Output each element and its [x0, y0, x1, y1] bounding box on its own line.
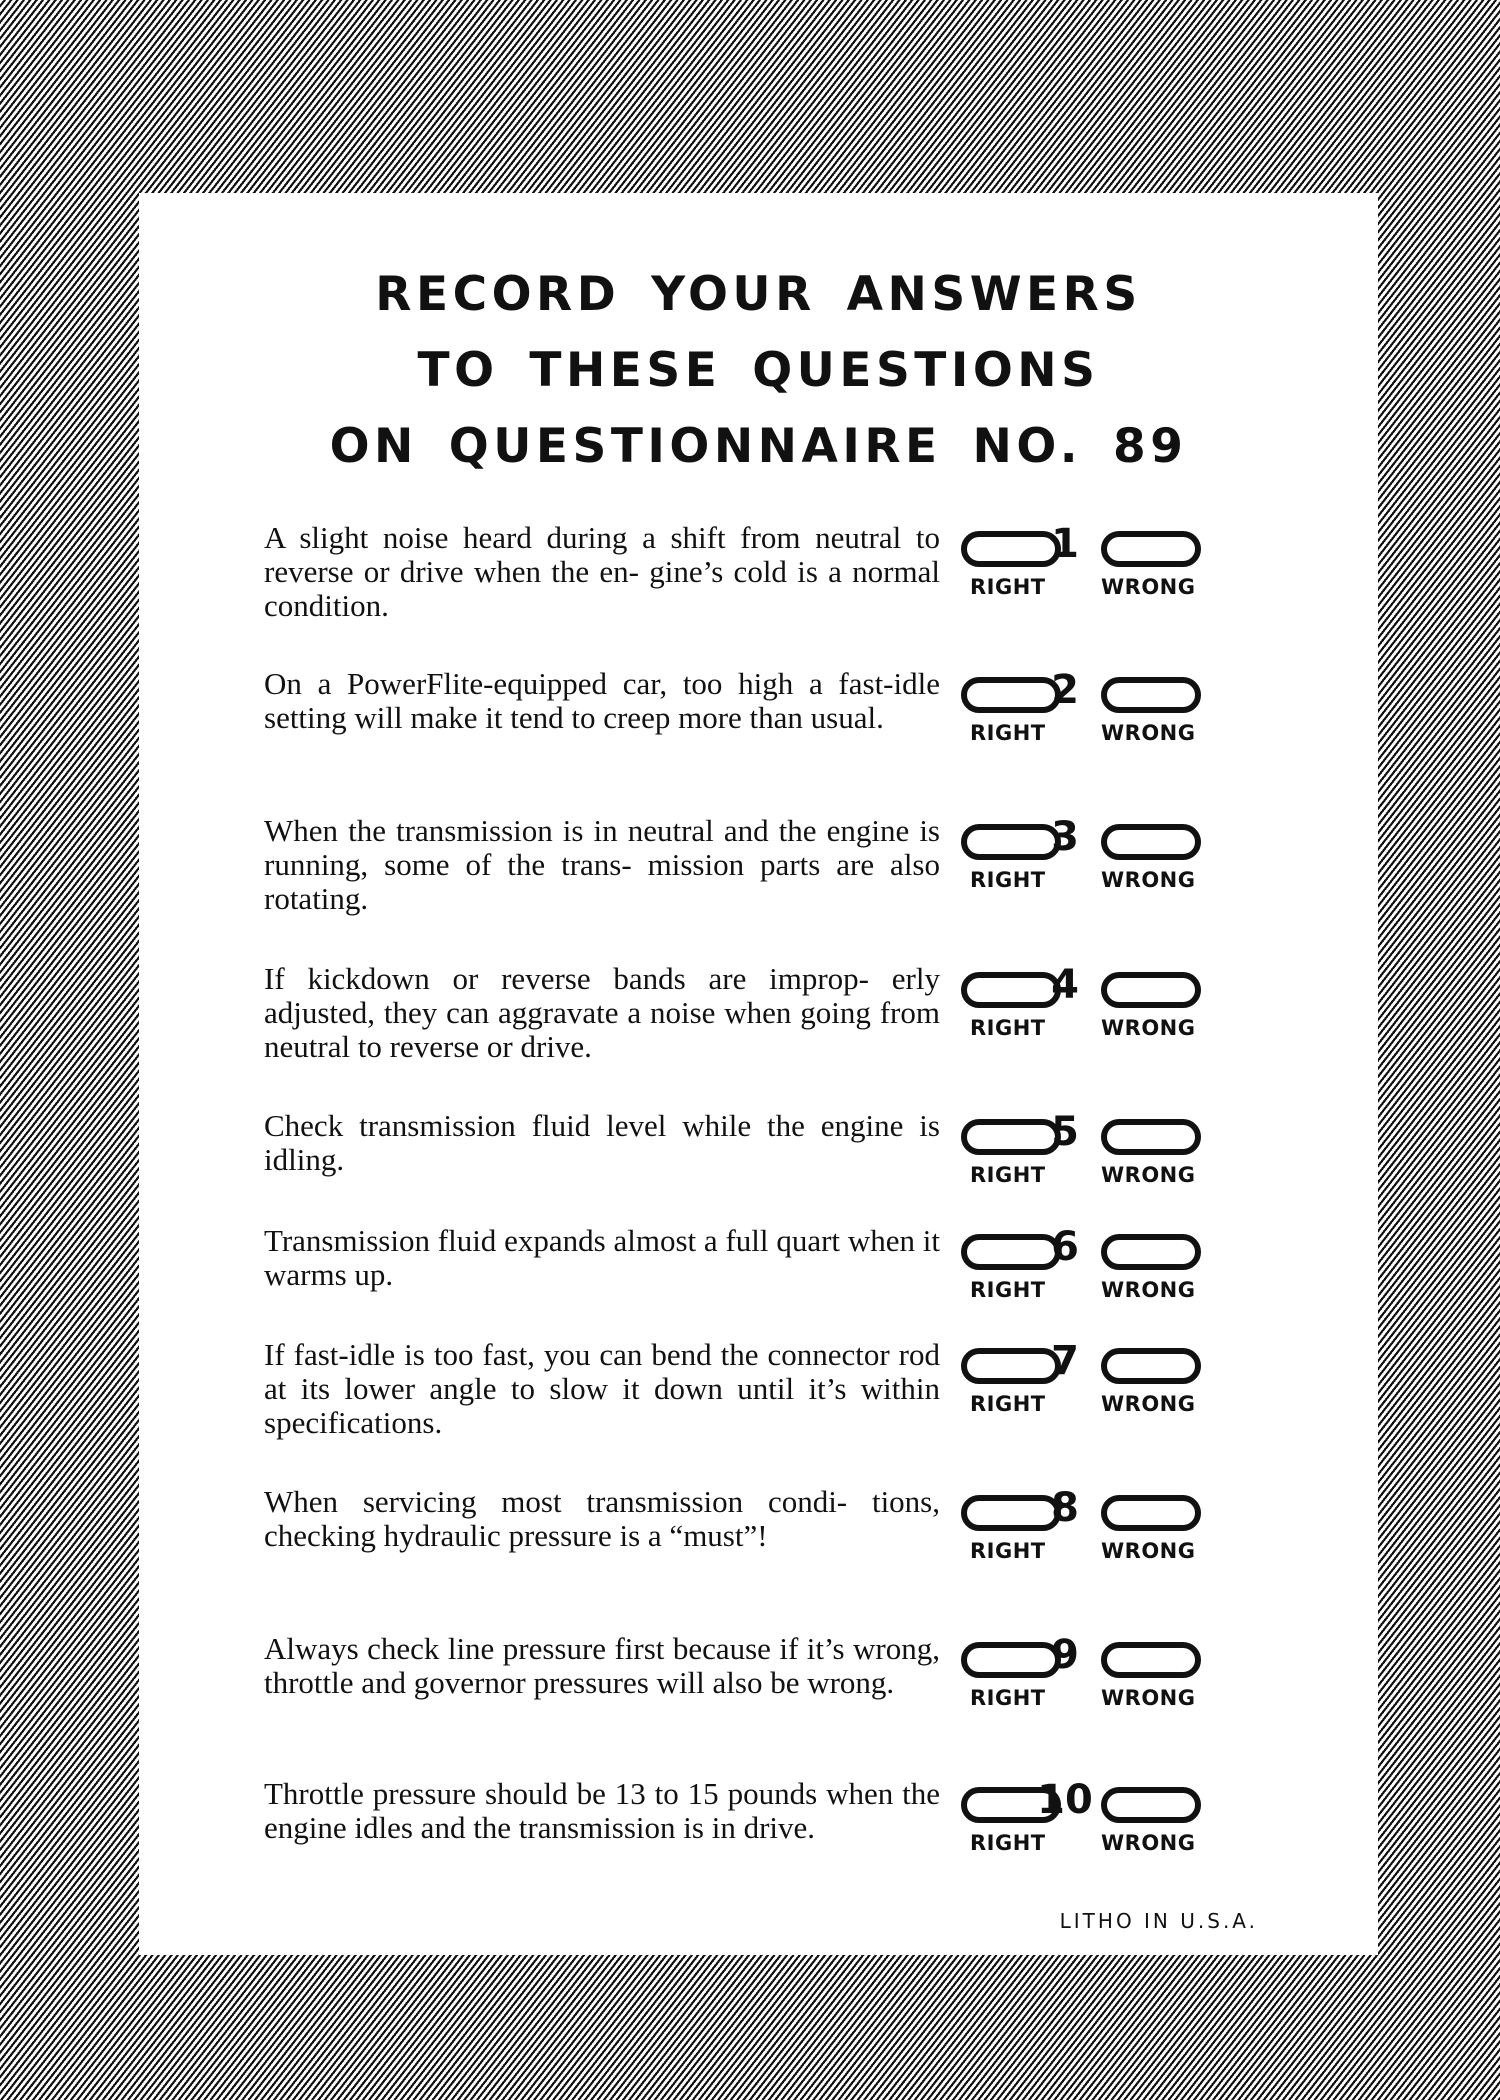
- question-number: 7: [1051, 1338, 1079, 1384]
- wrong-label: WRONG: [1101, 1392, 1196, 1416]
- wrong-label: WRONG: [1101, 575, 1196, 599]
- question-number: 10: [1037, 1777, 1093, 1823]
- question-3: [264, 814, 1344, 924]
- page-title: [139, 257, 1378, 485]
- question-number: 3: [1051, 814, 1079, 860]
- question-number: 5: [1051, 1109, 1079, 1155]
- wrong-answer-slot[interactable]: [1101, 1234, 1201, 1270]
- right-label: RIGHT: [970, 1163, 1046, 1187]
- question-text: When servicing most transmission condi- tions, checking hydraulic pressure is a “must”!: [264, 1484, 940, 1553]
- wrong-label: WRONG: [1101, 1163, 1196, 1187]
- wrong-answer-slot[interactable]: [1101, 1787, 1201, 1823]
- wrong-label: WRONG: [1101, 868, 1196, 892]
- question-number: 8: [1051, 1485, 1079, 1531]
- question-text: Always check line pressure first because if it’s wrong, throttle and governor pressures will also be wrong.: [264, 1631, 940, 1700]
- right-label: RIGHT: [970, 575, 1046, 599]
- right-label: RIGHT: [970, 1392, 1046, 1416]
- question-number: 4: [1051, 962, 1079, 1008]
- right-label: RIGHT: [970, 1278, 1046, 1302]
- question-number: 2: [1051, 667, 1079, 713]
- wrong-answer-slot[interactable]: [1101, 824, 1201, 860]
- printer-imprint: LITHO IN U.S.A.: [1059, 1909, 1258, 1933]
- question-text: Transmission fluid expands almost a full quart when it warms up.: [264, 1223, 940, 1292]
- answer-sheet: [139, 193, 1378, 1955]
- wrong-answer-slot[interactable]: [1101, 531, 1201, 567]
- right-label: RIGHT: [970, 1539, 1046, 1563]
- question-text: A slight noise heard during a shift from neutral to reverse or drive when the en- gine’s cold is a normal condition.: [264, 520, 940, 623]
- wrong-answer-slot[interactable]: [1101, 1119, 1201, 1155]
- wrong-label: WRONG: [1101, 1016, 1196, 1040]
- question-text: Throttle pressure should be 13 to 15 pounds when the engine idles and the transmission is in drive.: [264, 1776, 940, 1845]
- right-label: RIGHT: [970, 1831, 1046, 1855]
- wrong-answer-slot[interactable]: [1101, 972, 1201, 1008]
- wrong-answer-slot[interactable]: [1101, 1348, 1201, 1384]
- wrong-label: WRONG: [1101, 1539, 1196, 1563]
- question-number: 6: [1051, 1224, 1079, 1270]
- wrong-label: WRONG: [1101, 1686, 1196, 1710]
- right-label: RIGHT: [970, 868, 1046, 892]
- question-text: On a PowerFlite-equipped car, too high a fast-idle setting will make it tend to creep more than usual.: [264, 666, 940, 735]
- question-9: [264, 1632, 1344, 1742]
- question-7: [264, 1338, 1344, 1448]
- question-text: Check transmission fluid level while the engine is idling.: [264, 1108, 940, 1177]
- title-line-2: TO THESE QUESTIONS: [417, 343, 1100, 398]
- question-5: [264, 1109, 1344, 1219]
- wrong-label: WRONG: [1101, 721, 1196, 745]
- right-label: RIGHT: [970, 1016, 1046, 1040]
- title-line-3: ON QUESTIONNAIRE NO. 89: [329, 419, 1188, 474]
- question-10: [264, 1777, 1344, 1887]
- question-4: [264, 962, 1344, 1072]
- wrong-label: WRONG: [1101, 1278, 1196, 1302]
- question-text: If kickdown or reverse bands are improp- erly adjusted, they can aggravate a noise when going from neutral to reverse or drive.: [264, 961, 940, 1064]
- question-text: If fast-idle is too fast, you can bend the connector rod at its lower angle to slow it down until it’s within specifications.: [264, 1337, 940, 1440]
- question-text: When the transmission is in neutral and the engine is running, some of the trans- mission parts are also rotating.: [264, 813, 940, 916]
- wrong-answer-slot[interactable]: [1101, 1642, 1201, 1678]
- question-number: 9: [1051, 1632, 1079, 1678]
- right-label: RIGHT: [970, 721, 1046, 745]
- wrong-label: WRONG: [1101, 1831, 1196, 1855]
- wrong-answer-slot[interactable]: [1101, 1495, 1201, 1531]
- question-8: [264, 1485, 1344, 1595]
- question-6: [264, 1224, 1344, 1334]
- question-2: [264, 667, 1344, 777]
- right-label: RIGHT: [970, 1686, 1046, 1710]
- wrong-answer-slot[interactable]: [1101, 677, 1201, 713]
- question-number: 1: [1051, 521, 1079, 567]
- question-1: [264, 521, 1344, 631]
- title-line-1: RECORD YOUR ANSWERS: [375, 267, 1142, 322]
